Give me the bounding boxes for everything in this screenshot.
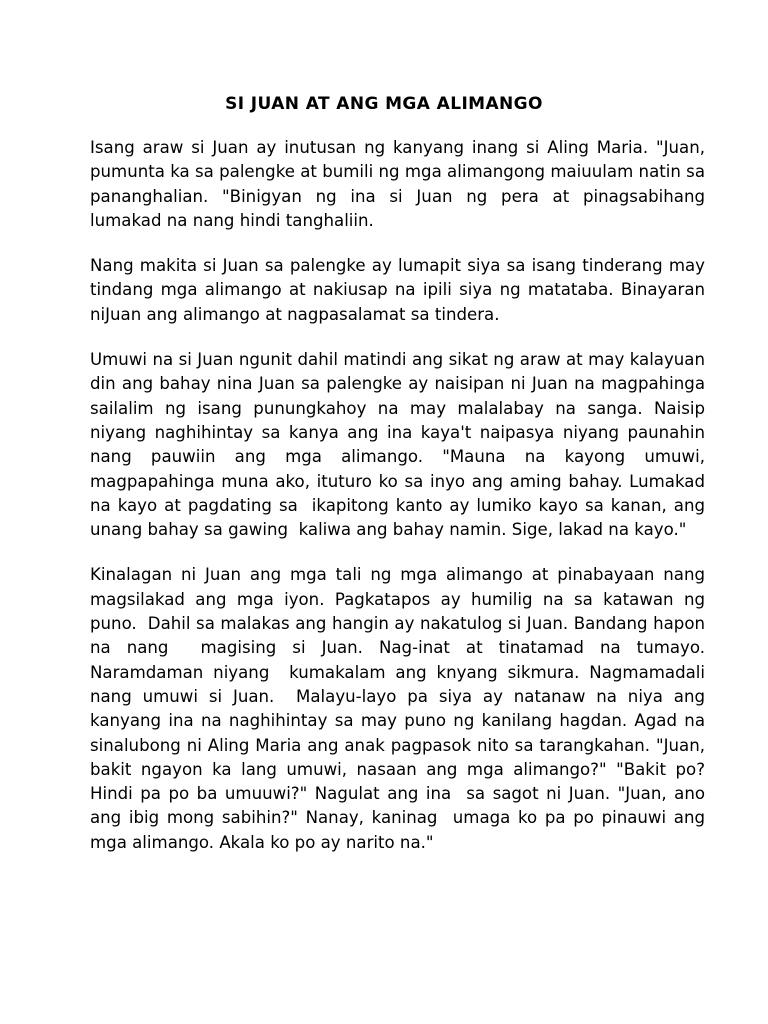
- paragraph-2: Nang makita si Juan sa palengke ay lumapit siya sa isang tinderang may tindang mga alimango at nakiusap na ipili siya ng matataba. Binayaran niJuan ang alimango at nagpasalamat sa tindera.: [90, 256, 711, 324]
- document-title: SI JUAN AT ANG MGA ALIMANGO: [225, 94, 543, 114]
- paragraph-4: Kinalagan ni Juan ang mga tali ng mga alimango at pinabayaan nang magsilakad ang mga iyon. Pagkatapos ay humilig na sa katawan ng puno. Dahil sa malakas ang hangin ay nakatulog si Juan. Bandang hapon na nang magising si Juan. Nag-inat at tinatamad na tumayo. Naramdaman niyang kumakalam ang knyang sikmura. Nagmamadali nang umuwi si Juan. Malayu-layo pa siya ay natanaw na niya ang kanyang ina na naghihintay sa may puno ng kanilang hagdan. Agad na sinalubong ni Aling Maria ang anak pagpasok nito sa tarangkahan. "Juan, bakit ngayon ka lang umuwi, nasaan ang mga alimango?" "Bakit po? Hindi pa po ba umuuwi?" Nagulat ang ina sa sagot ni Juan. "Juan, ano ang ibig mong sabihin?" Nanay, kaninag umaga ko pa po pinauwi ang mga alimango. Akala ko po ay narito na.": [90, 565, 711, 852]
- paragraph-1: Isang araw si Juan ay inutusan ng kanyang inang si Aling Maria. "Juan, pumunta ka sa palengke at bumili ng mga alimangong maiuulam natin sa pananghalian. "Binigyan ng ina si Juan ng pera at pinagsabihang lumakad na nang hindi tanghaliin.: [90, 138, 711, 230]
- document-body: [90, 136, 711, 876]
- paragraph-3: Umuwi na si Juan ngunit dahil matindi ang sikat ng araw at may kalayuan din ang bahay nina Juan sa palengke ay naisipan ni Juan na magpahinga sailalim ng isang punungkahoy na may malalabay na sanga. Naisip niyang naghihintay sa kanya ang ina kaya't naipasya niyang paunahin nang pauwiin ang mga alimango. "Mauna na kayong umuwi, magpapahinga muna ako, ituturo ko sa inyo ang aming bahay. Lumakad na kayo at pagdating sa ikapitong kanto ay lumiko kayo sa kanan, ang unang bahay sa gawing kaliwa ang bahay namin. Sige, lakad na kayo.": [90, 350, 711, 540]
